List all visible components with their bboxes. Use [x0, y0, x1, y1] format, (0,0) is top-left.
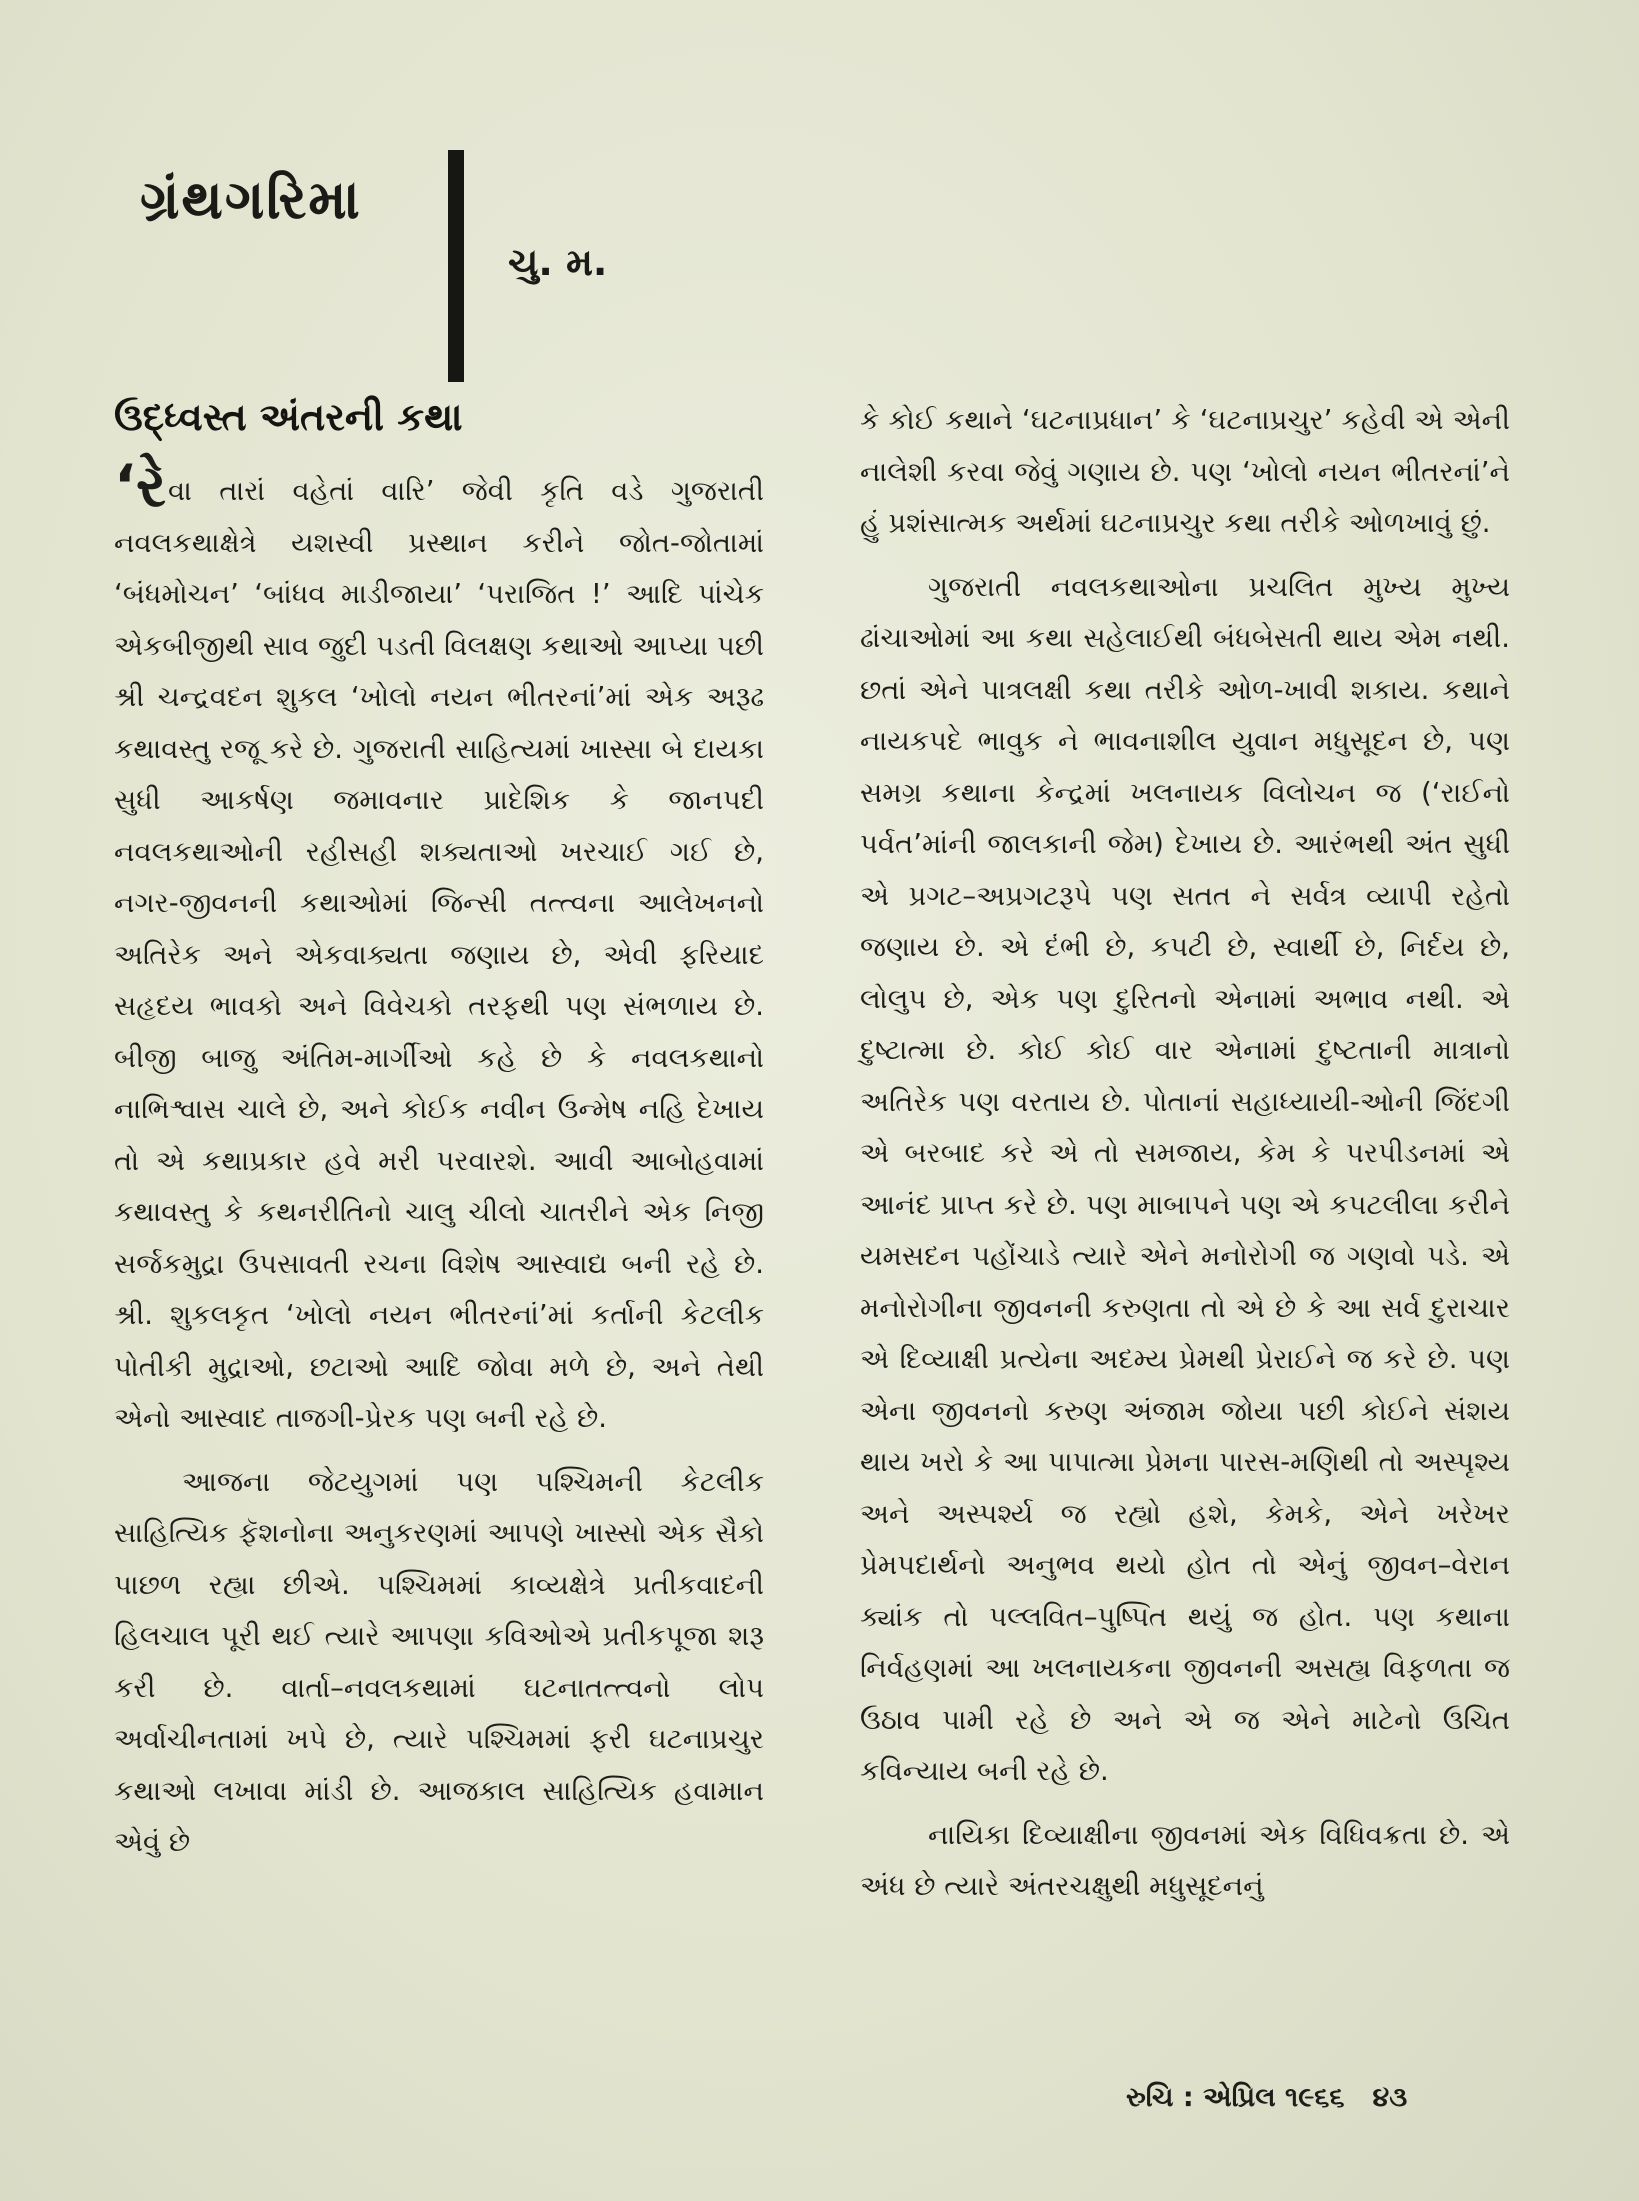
article-paragraph-5: નાયિકા દિવ્યાક્ષીના જીવનમાં એક વિધિવક્રતા છે. એ અંધ છે ત્યારે અંતરચક્ષુથી મધુસૂદનનું: [860, 1818, 1510, 1902]
header-divider-bar: [448, 150, 464, 382]
article-paragraph-2: આજના જેટયુગમાં પણ પશ્ચિમની કેટલીક સાહિત્યિક ફૅશનોના અનુકરણમાં આપણે ખાસ્સો એક સૈકો પાછળ રહ્યા છીએ. પશ્ચિમમાં કાવ્યક્ષેત્રે પ્રતીકવાદની હિલચાલ પૂરી થઈ ત્યારે આપણા કવિઓએ પ્રતીકપૂજા શરૂ કરી છે. વાર્તા–નવલકથામાં ઘટનાતત્ત્વનો લોપ અર્વાચીનતામાં ખપે છે, ત્યારે પશ્ચિમમાં ફરી ઘટનાપ્રચુર કથાઓ લખાવા માંડી છે. આજકાલ સાહિત્યિક હવામાન એવું છે: [114, 1465, 764, 1858]
article-heading: ઉદ્ધ્વસ્ત અંતરની કથા: [114, 395, 463, 439]
right-column: [860, 395, 1510, 1925]
dropcap: ‘રે: [114, 452, 167, 520]
page-footer: [1126, 2082, 1407, 2114]
article-paragraph-3: કે કોઈ કથાને ‘ઘટનાપ્રધાન’ કે ‘ઘટનાપ્રચુર’ કહેવી એ એની નાલેશી કરવા જેવું ગણાય છે. પણ ‘ખોલો નયન ભીતરનાં’ને હું પ્રશંસાત્મક અર્થમાં ઘટનાપ્રચુર કથા તરીકે ઓળખાવું છું.: [860, 404, 1510, 539]
column-title: ગ્રંથગરિમા: [140, 168, 362, 231]
magazine-issue: રુચિ : એપ્રિલ ૧૯૬૬: [1126, 2082, 1345, 2113]
left-column: [114, 395, 764, 1881]
paragraph-1-text: વા તારાં વહેતાં વારિ’ જેવી કૃતિ વડે ગુજરાતી નવલકથાક્ષેત્રે યશસ્વી પ્રસ્થાન કરીને જોત-જોતામાં ‘બંધમોચન’ ‘બાંધવ માડીજાયા’ ‘પરાજિત !’ આદિ પાંચેક એકબીજીથી સાવ જુદી પડતી વિલક્ષણ કથાઓ આપ્યા પછી શ્રી ચન્દ્રવદન શુકલ ‘ખોલો નયન ભીતરનાં’માં એક અરૂઢ કથાવસ્તુ રજૂ કરે છે. ગુજરાતી સાહિત્યમાં ખાસ્સા બે દાયકા સુધી આકર્ષણ જમાવનાર પ્રાદેશિક કે જાનપદી નવલકથાઓની રહીસહી શક્યતાઓ ખરચાઈ ગઈ છે, નગર-જીવનની કથાઓમાં જિન્સી તત્ત્વના આલેખનનો અતિરેક અને એકવાક્યતા જણાય છે, એવી ફરિયાદ સહૃદય ભાવકો અને વિવેચકો તરફથી પણ સંભળાય છે. બીજી બાજુ અંતિમ-માર્ગીઓ કહે છે કે નવલકથાનો નાભિશ્વાસ ચાલે છે, અને કોઈક નવીન ઉન્મેષ નહિ દેખાય તો એ કથાપ્રકાર હવે મરી પરવારશે. આવી આબોહવામાં કથાવસ્તુ કે કથનરીતિનો ચાલુ ચીલો ચાતરીને એક નિજી સર્જકમુદ્રા ઉપસાવતી રચના વિશેષ આસ્વાદ્ય બની રહે છે. શ્રી. શુકલકૃત ‘ખોલો નયન ભીતરનાં’માં કર્તાની કેટલીક પોતીકી મુદ્રાઓ, છટાઓ આદિ જોવા મળે છે, અને તેથી એનો આસ્વાદ તાજગી-પ્રેરક પણ બની રહે છે.: [114, 475, 764, 1434]
page-number: ૪૩: [1372, 2082, 1408, 2113]
article-paragraph-4: ગુજરાતી નવલકથાઓના પ્રચલિત મુખ્ય મુખ્ય ઢાંચાઓમાં આ કથા સહેલાઈથી બંધબેસતી થાય એમ નથી. છતાં એને પાત્રલક્ષી કથા તરીકે ઓળ-ખાવી શકાય. કથાને નાયકપદે ભાવુક ને ભાવનાશીલ યુવાન મધુસૂદન છે, પણ સમગ્ર કથાના કેન્દ્રમાં ખલનાયક વિલોચન જ (‘રાઈનો પર્વત’માંની જાલકાની જેમ) દેખાય છે. આરંભથી અંત સુધી એ પ્રગટ–અપ્રગટરૂપે પણ સતત ને સર્વત્ર વ્યાપી રહેતો જણાય છે. એ દંભી છે, કપટી છે, સ્વાર્થી છે, નિર્દય છે, લોલુપ છે, એક પણ દુરિતનો એનામાં અભાવ નથી. એ દુષ્ટાત્મા છે. કોઈ કોઈ વાર એનામાં દુષ્ટતાની માત્રાનો અતિરેક પણ વરતાય છે. પોતાનાં સહાધ્યાયી-ઓની જિંદગી એ બરબાદ કરે એ તો સમજાય, કેમ કે પરપીડનમાં એ આનંદ પ્રાપ્ત કરે છે. પણ માબાપને પણ એ કપટલીલા કરીને યમસદન પહોંચાડે ત્યારે એને મનોરોગી જ ગણવો પડે. એ મનોરોગીના જીવનની કરુણતા તો એ છે કે આ સર્વ દુરાચાર એ દિવ્યાક્ષી પ્રત્યેના અદમ્ય પ્રેમથી પ્રેરાઈને જ કરે છે. પણ એના જીવનનો કરુણ અંજામ જોયા પછી કોઈને સંશય થાય ખરો કે આ પાપાત્મા પ્રેમના પારસ-મણિથી તો અસ્પૃશ્ય અને અસ્પર્શ્ય જ રહ્યો હશે, કેમકે, એને ખરેખર પ્રેમપદાર્થનો અનુભવ થયો હોત તો એનું જીવન–વેરાન ક્યાંક તો પલ્લવિત–પુષ્પિત થયું જ હોત. પણ કથાના નિર્વહણમાં આ ખલનાયકના જીવનની અસહ્ય વિફળતા જ ઉઠાવ પામી રહે છે અને એ જ એને માટેનો ઉચિત કવિન્યાય બની રહે છે.: [860, 570, 1510, 1787]
author-initials: ચુ. મ.: [508, 240, 608, 284]
article-paragraph-1: [114, 452, 764, 1445]
